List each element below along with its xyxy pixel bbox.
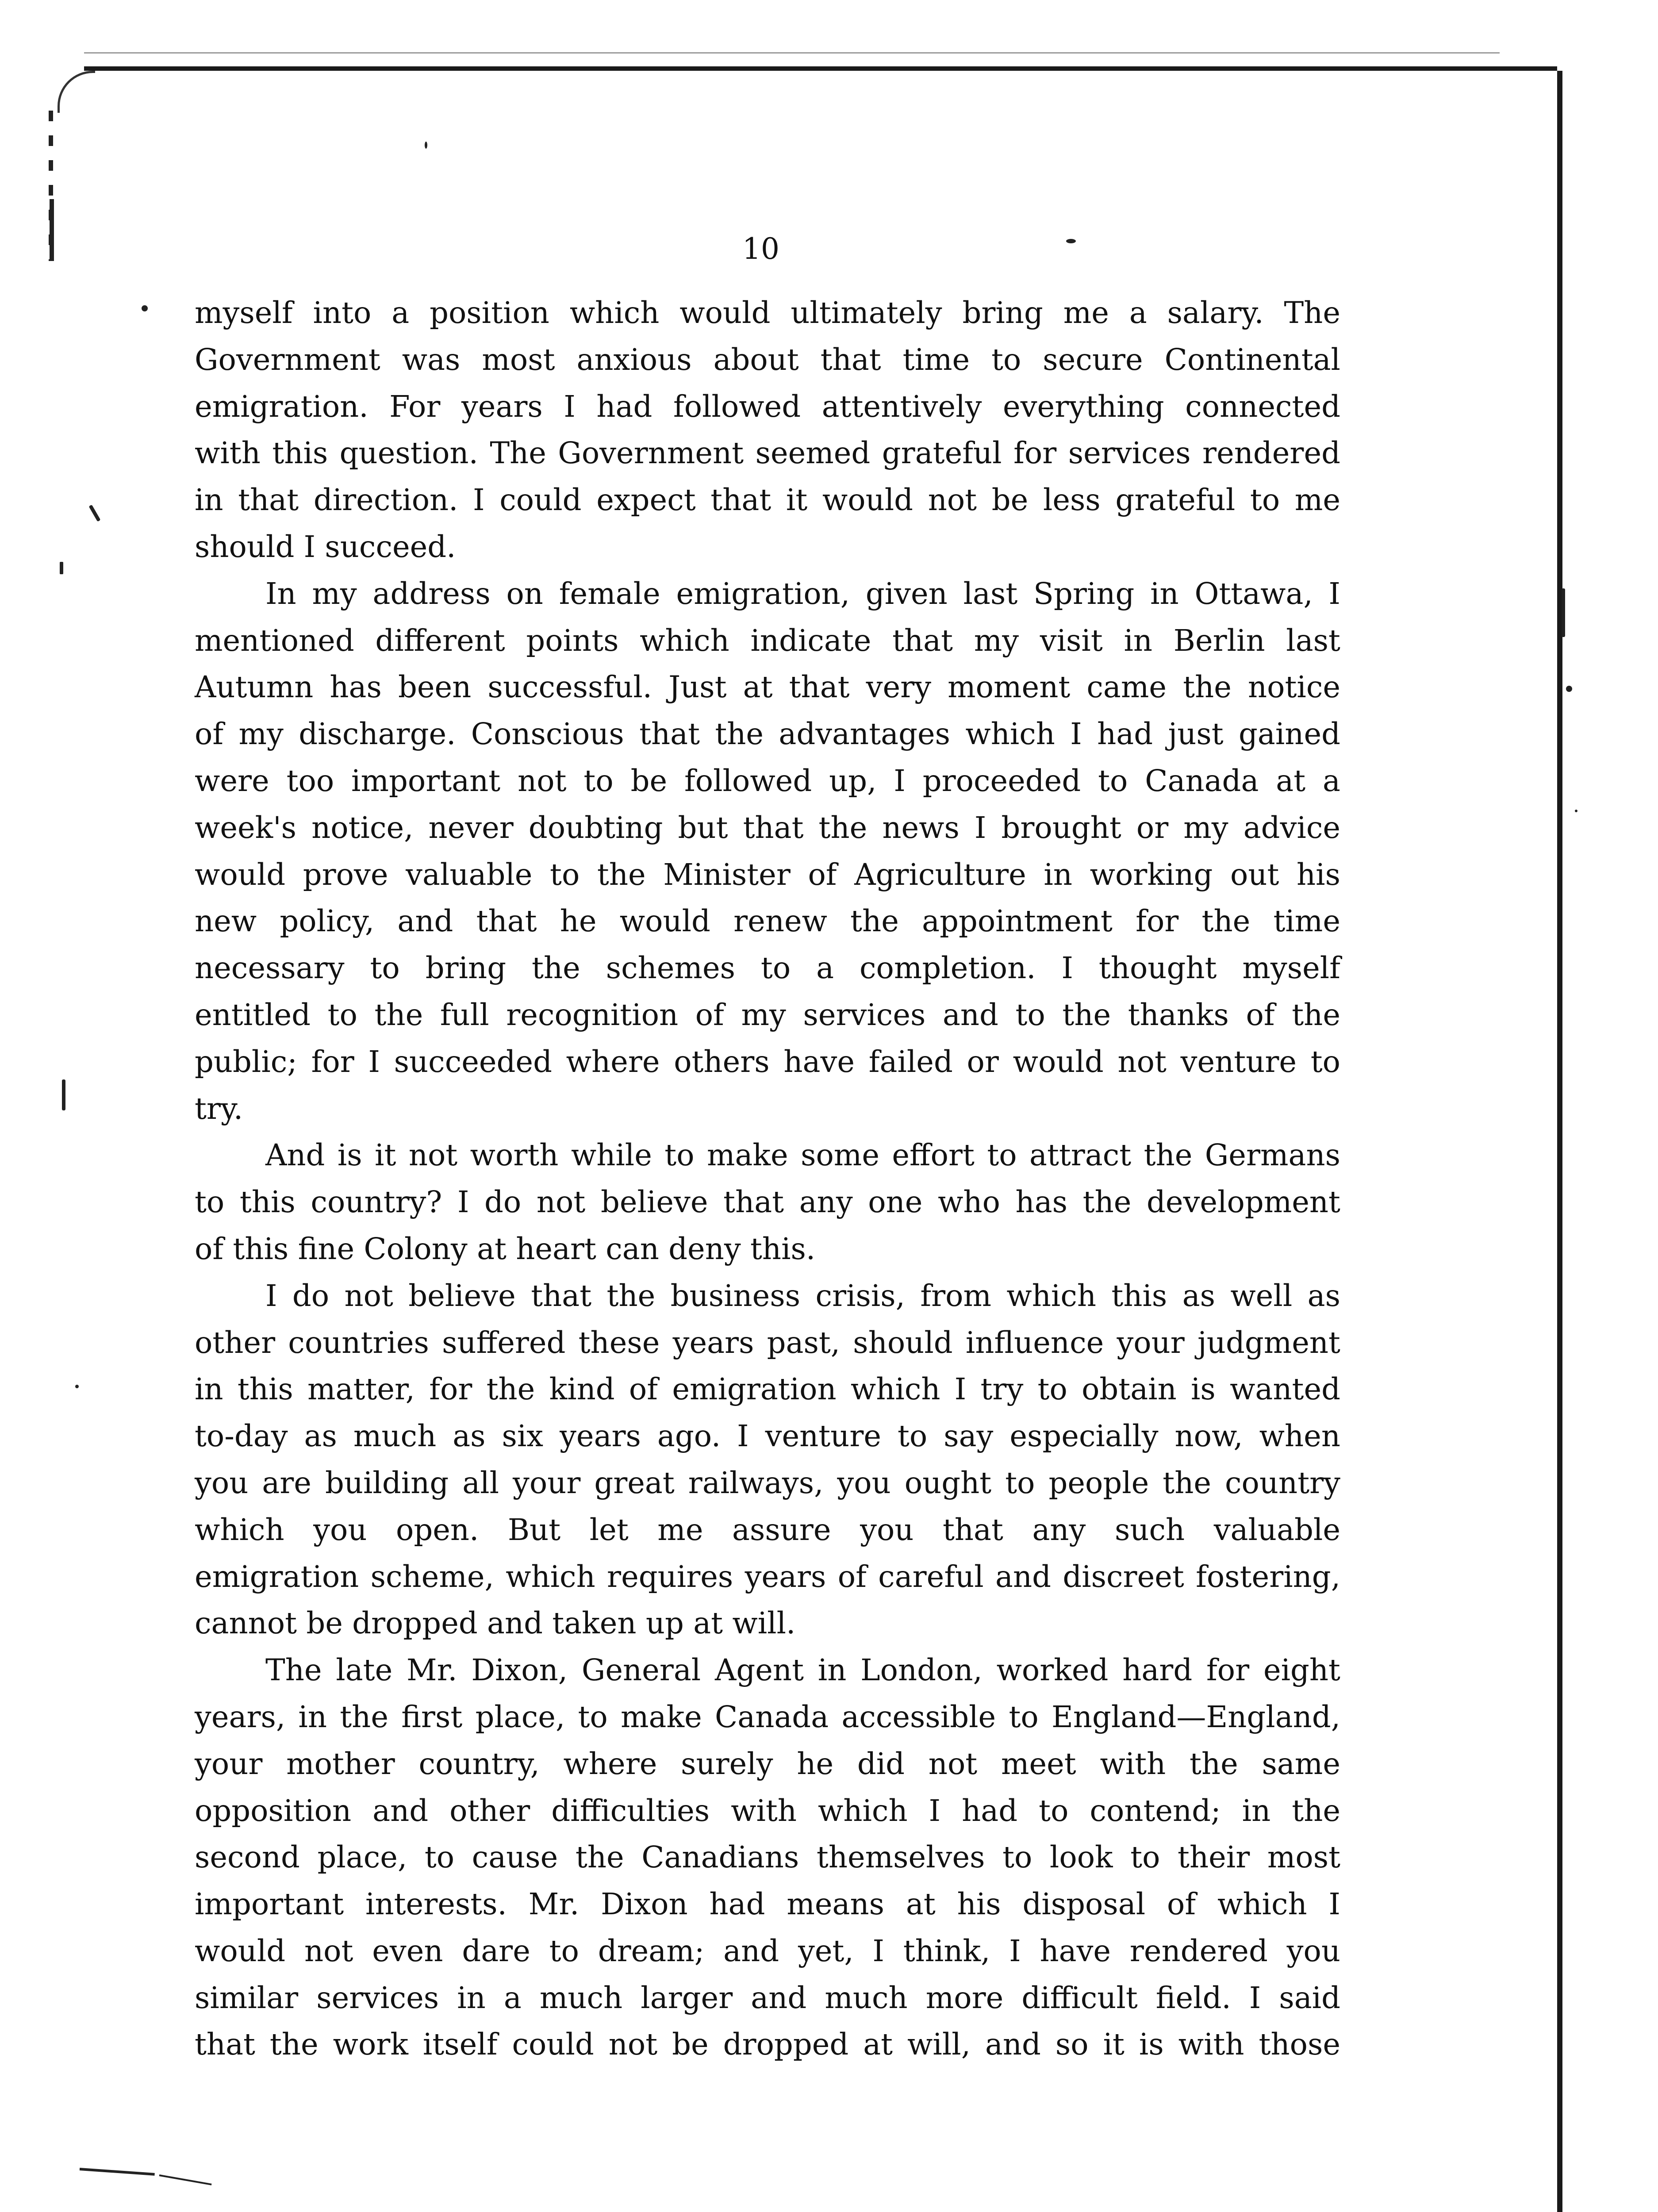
- text-line: you are building all your great railways, you ought to people the country: [195, 1465, 1340, 1500]
- text-line: of my discharge. Conscious that the advantages which I had just gained: [195, 717, 1340, 752]
- text-line: to-day as much as six years ago. I venture to say especially now, when: [195, 1419, 1340, 1454]
- text-line: week's notice, never doubting but that the news I brought or my advice: [195, 810, 1340, 845]
- text-line: that the work itself could not be dropped at will, and so it is with those: [195, 2027, 1340, 2062]
- scan-speck: [1575, 810, 1577, 812]
- paragraph: [195, 1273, 1340, 1647]
- scan-speck: [62, 1079, 65, 1110]
- text-line: In my address on female emigration, given last Spring in Ottawa, I: [265, 576, 1340, 611]
- scan-speck: [89, 505, 101, 522]
- text-line: cannot be dropped and taken up at will.: [195, 1606, 796, 1641]
- page-corner-curve: [58, 71, 95, 113]
- text-line: Autumn has been successful. Just at that very moment came the notice: [195, 670, 1340, 705]
- scan-speck: [1562, 588, 1565, 637]
- body-text: [195, 290, 1340, 2068]
- text-line: in this matter, for the kind of emigration which I try to obtain is wanted: [195, 1372, 1340, 1407]
- scan-speck: [142, 305, 148, 311]
- text-line: other countries suffered these years past, should influence your judgment: [195, 1325, 1340, 1360]
- text-line: should I succeed.: [195, 529, 456, 564]
- page-number: 10: [742, 232, 779, 266]
- text-line: with this question. The Government seemed grateful for services rendered: [195, 436, 1340, 471]
- scan-stroke: [159, 2174, 212, 2185]
- scan-speck: [1566, 686, 1572, 692]
- page-top-border: [84, 66, 1557, 71]
- text-line: were too important not to be followed up, I proceeded to Canada at a: [195, 763, 1340, 798]
- paragraph: [195, 1132, 1340, 1272]
- text-line: mentioned different points which indicate that my visit in Berlin last: [195, 623, 1340, 658]
- text-line: entitled to the full recognition of my services and to the thanks of the: [195, 997, 1340, 1032]
- text-line: of this fine Colony at heart can deny this.: [195, 1231, 816, 1266]
- text-line: And is it not worth while to make some effort to attract the Germans: [265, 1138, 1340, 1173]
- scan-stroke: [80, 2168, 155, 2176]
- page-right-border: [1557, 71, 1562, 2212]
- text-line: new policy, and that he would renew the appointment for the time: [195, 904, 1340, 939]
- scan-speck: [60, 562, 63, 574]
- text-line: public; for I succeeded where others have failed or would not venture to: [195, 1044, 1340, 1079]
- scan-speck: [75, 1385, 79, 1388]
- text-line: try.: [195, 1091, 243, 1126]
- text-line: important interests. Mr. Dixon had means at his disposal of which I: [195, 1887, 1340, 1922]
- scan-top-thin-rule: [84, 52, 1500, 54]
- text-line: your mother country, where surely he did not meet with the same: [195, 1746, 1340, 1781]
- text-line: necessary to bring the schemes to a completion. I thought myself: [195, 951, 1340, 986]
- text-line: in that direction. I could expect that it would not be less grateful to me: [195, 483, 1340, 518]
- text-line: myself into a position which would ultimately bring me a salary. The: [195, 296, 1340, 330]
- paragraph: [195, 290, 1340, 571]
- text-line: which you open. But let me assure you that any such valuable: [195, 1512, 1340, 1547]
- text-line: would not even dare to dream; and yet, I think, I have rendered you: [195, 1933, 1340, 1968]
- paragraph: [195, 571, 1340, 1133]
- text-line: I do not believe that the business crisis, from which this as well as: [265, 1278, 1340, 1313]
- text-line: years, in the first place, to make Canada accessible to England—England,: [195, 1699, 1340, 1734]
- text-line: to this country? I do not believe that any one who has the development: [195, 1185, 1340, 1220]
- text-line: opposition and other difficulties with which I had to contend; in the: [195, 1793, 1340, 1828]
- text-line: emigration. For years I had followed attentively everything connected: [195, 389, 1340, 424]
- text-line: would prove valuable to the Minister of Agriculture in working out his: [195, 857, 1340, 892]
- paragraph: [195, 1647, 1340, 2068]
- text-line: second place, to cause the Canadians themselves to look to their most: [195, 1840, 1340, 1875]
- text-line: Government was most anxious about that time to secure Continental: [195, 342, 1340, 377]
- scan-speck: [425, 142, 427, 149]
- text-line: similar services in a much larger and much more difficult field. I said: [195, 1980, 1340, 2015]
- text-line: The late Mr. Dixon, General Agent in London, worked hard for eight: [265, 1653, 1340, 1688]
- text-line: emigration scheme, which requires years of careful and discreet fostering,: [195, 1559, 1340, 1594]
